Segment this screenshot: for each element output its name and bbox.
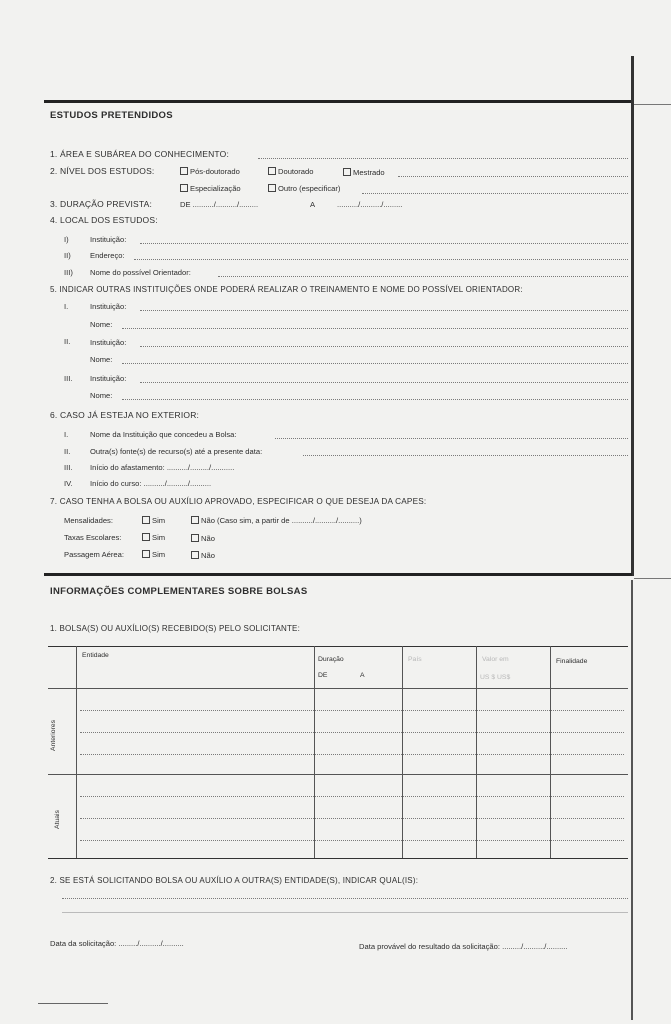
col-finalidade: Finalidade	[556, 658, 588, 665]
date-solicitacao[interactable]: Data da solicitação: ........./........../..........	[50, 939, 184, 948]
bolsas-table	[48, 646, 628, 861]
q5-name-3-label: Nome:	[90, 391, 113, 400]
q3-a-label: A	[310, 200, 316, 209]
q6-num-3: III.	[64, 463, 73, 472]
top-rule-right-stub	[634, 104, 671, 105]
table-line[interactable]	[80, 840, 624, 841]
checkbox-icon	[191, 516, 199, 524]
table-top-border	[48, 646, 628, 647]
table-header-border	[48, 688, 628, 689]
option-doutorado[interactable]: Doutorado	[268, 167, 313, 176]
q7-mensalidades-nao[interactable]: Não (Caso sim, a partir de ........../........../..........)	[191, 516, 362, 525]
date-resultado[interactable]: Data provável do resultado da solicitação: ........./........../..........	[359, 942, 568, 951]
option-especializacao[interactable]: Especialização	[180, 184, 241, 193]
q6-label: 6. CASO JÁ ESTEJA NO EXTERIOR:	[50, 410, 200, 420]
top-rule	[44, 100, 632, 103]
q4-endereco-label: Endereço:	[90, 251, 125, 260]
q5-inst-1-field[interactable]	[140, 310, 628, 311]
q4-endereco-field[interactable]	[134, 259, 628, 260]
table-line[interactable]	[80, 818, 624, 819]
q6-item-1-label: Nome da Instituição que concedeu a Bolsa:	[90, 430, 237, 439]
bottom-stub	[38, 1003, 108, 1004]
q6-num-2: II.	[64, 447, 71, 456]
table-line[interactable]	[80, 754, 624, 755]
q5-num-3: III.	[64, 374, 73, 383]
section-divider-right-stub	[634, 578, 671, 579]
q5-label: 5. INDICAR OUTRAS INSTITUIÇÕES ONDE PODERÁ REALIZAR O TREINAMENTO E NOME DO POSSÍVEL ORIENTADOR:	[50, 285, 523, 294]
table-line[interactable]	[80, 796, 624, 797]
q4-orientador-label: Nome do possível Orientador:	[90, 268, 191, 277]
q5-name-1-field[interactable]	[122, 328, 628, 329]
q5-name-2-field[interactable]	[122, 363, 628, 364]
option-outro[interactable]: Outro (especificar)	[268, 184, 340, 193]
q6-item-3[interactable]: Início do afastamento: ........../........./...........	[90, 463, 235, 472]
q7-taxas-sim[interactable]: Sim	[142, 533, 165, 542]
q4-instituicao-label: Instituição:	[90, 235, 127, 244]
q1-field[interactable]	[258, 158, 628, 159]
table-middle-border	[48, 774, 628, 775]
s2-q2-field-1[interactable]	[62, 898, 628, 899]
table-col-divider-5	[550, 646, 551, 858]
q3-de[interactable]: DE ........../........../.........	[180, 200, 259, 209]
col-valor: Valor em	[482, 656, 509, 663]
q4-num-1: I)	[64, 235, 69, 244]
checkbox-icon	[268, 167, 276, 175]
col-pais: País	[408, 656, 422, 663]
q5-inst-3-field[interactable]	[140, 382, 628, 383]
q2-other-field[interactable]	[362, 193, 628, 194]
q5-inst-1-label: Instituição:	[90, 302, 127, 311]
right-border-2	[631, 580, 633, 1020]
q5-inst-3-label: Instituição:	[90, 374, 127, 383]
q5-name-2-label: Nome:	[90, 355, 113, 364]
q6-item-1-field[interactable]	[275, 438, 628, 439]
right-border-1	[631, 56, 634, 576]
s2-q1-label: 1. BOLSA(S) OU AUXÍLIO(S) RECEBIDO(S) PELO SOLICITANTE:	[50, 624, 301, 633]
q5-name-3-field[interactable]	[122, 399, 628, 400]
q7-passagem-sim[interactable]: Sim	[142, 550, 165, 559]
q6-item-2-label: Outra(s) fonte(s) de recurso(s) até a presente data:	[90, 447, 263, 456]
q6-num-4: IV.	[64, 479, 73, 488]
q7-passagem-label: Passagem Aérea:	[64, 550, 124, 559]
section-title-estudos: ESTUDOS PRETENDIDOS	[50, 110, 173, 121]
checkbox-icon	[142, 550, 150, 558]
checkbox-icon	[180, 184, 188, 192]
checkbox-icon	[142, 533, 150, 541]
checkbox-icon	[268, 184, 276, 192]
s2-q2-label: 2. SE ESTÁ SOLICITANDO BOLSA OU AUXÍLIO A OUTRA(S) ENTIDADE(S), INDICAR QUAL(IS):	[50, 876, 419, 885]
q7-taxas-label: Taxas Escolares:	[64, 533, 122, 542]
table-line[interactable]	[80, 732, 624, 733]
table-bottom-border	[48, 858, 628, 859]
section-divider	[44, 573, 632, 576]
q3-label: 3. DURAÇÃO PREVISTA:	[50, 199, 153, 209]
s2-q2-line-2	[62, 912, 628, 913]
col-duracao: Duração	[318, 656, 344, 663]
col-a: A	[360, 672, 365, 679]
q3-a-value[interactable]: ........../........../.........	[337, 200, 403, 209]
checkbox-icon	[180, 167, 188, 175]
q1-label: 1. ÁREA E SUBÁREA DO CONHECIMENTO:	[50, 149, 230, 159]
section-title-informacoes: INFORMAÇÕES COMPLEMENTARES SOBRE BOLSAS	[50, 586, 308, 597]
q6-item-2-field[interactable]	[303, 455, 628, 456]
q5-inst-2-field[interactable]	[140, 346, 628, 347]
col-de: DE	[318, 672, 328, 679]
q6-item-4[interactable]: Início do curso: ........../........../..........	[90, 479, 212, 488]
table-col-divider-1	[76, 646, 77, 858]
q4-instituicao-field[interactable]	[140, 243, 628, 244]
q4-num-2: II)	[64, 251, 71, 260]
option-pos-doutorado[interactable]: Pós-doutorado	[180, 167, 240, 176]
q5-inst-2-label: Instituição:	[90, 338, 127, 347]
table-col-divider-4	[476, 646, 477, 858]
checkbox-icon	[142, 516, 150, 524]
q7-taxas-nao[interactable]: Não	[191, 534, 215, 543]
q7-mensalidades-sim[interactable]: Sim	[142, 516, 165, 525]
row-atuais: Atuais	[53, 810, 61, 829]
table-line[interactable]	[80, 710, 624, 711]
checkbox-icon	[343, 168, 351, 176]
col-valor-units: US $ US$	[480, 674, 511, 681]
q5-name-1-label: Nome:	[90, 320, 113, 329]
q7-label: 7. CASO TENHA A BOLSA OU AUXÍLIO APROVADO, ESPECIFICAR O QUE DESEJA DA CAPES:	[50, 497, 427, 506]
q7-passagem-nao[interactable]: Não	[191, 551, 215, 560]
checkbox-icon	[191, 534, 199, 542]
row-anteriores: Anteriores	[49, 720, 57, 751]
col-entidade: Entidade	[82, 652, 109, 659]
table-col-divider-2	[314, 646, 315, 858]
q2-line	[398, 176, 628, 177]
q4-orientador-field[interactable]	[218, 276, 628, 277]
q7-mensalidades-label: Mensalidades:	[64, 516, 113, 525]
q5-num-1: I.	[64, 302, 69, 311]
q4-label: 4. LOCAL DOS ESTUDOS:	[50, 215, 158, 225]
table-col-divider-3	[402, 646, 403, 858]
option-mestrado[interactable]: Mestrado	[343, 168, 385, 177]
q6-num-1: I.	[64, 430, 69, 439]
q4-num-3: III)	[64, 268, 73, 277]
q2-label: 2. NÍVEL DOS ESTUDOS:	[50, 166, 155, 176]
checkbox-icon	[191, 551, 199, 559]
q5-num-2: II.	[64, 337, 71, 346]
